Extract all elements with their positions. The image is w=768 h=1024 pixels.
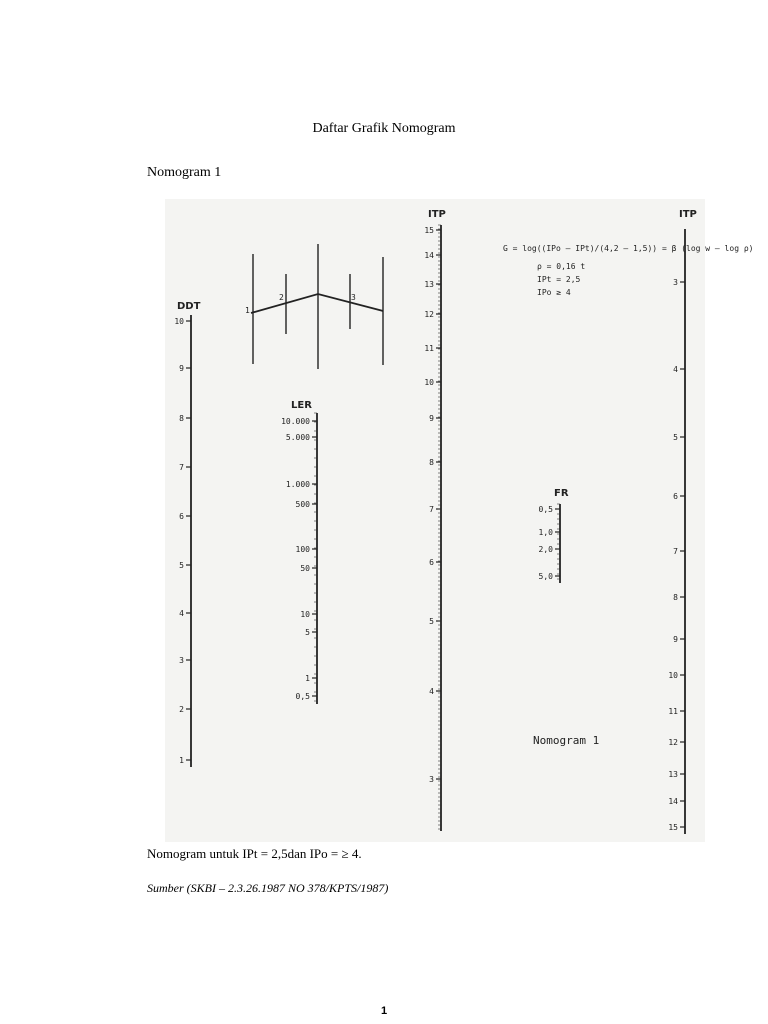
axis-tick-label: 15 [424, 226, 434, 235]
axis-tick-label: 500 [295, 500, 310, 509]
page-number: 1 [380, 1005, 388, 1017]
axis-tick-label: 3 [673, 278, 678, 287]
axis-tick-label: 12 [424, 310, 434, 319]
axis-tick-label: 5 [305, 628, 310, 637]
axis-tick-label: 6 [179, 512, 184, 521]
axis-tick-label: 8 [179, 414, 184, 423]
axis-tick-label: 0,5 [538, 505, 553, 514]
figure-caption: Nomogram untuk IPt = 2,5dan IPo = ≥ 4. [147, 846, 362, 861]
axis-tick-label: 15 [668, 823, 678, 832]
axis-tick-label: 6 [673, 492, 678, 501]
axis-tick-label: 4 [673, 365, 678, 374]
formula-line: IPt = 2,5 [537, 275, 581, 284]
pivot-labels [245, 293, 356, 315]
axis-tick-label: 11 [668, 707, 678, 716]
axis-tick-label: 6 [429, 558, 434, 567]
axis-tick-label: 100 [295, 545, 310, 554]
axis-tick-label: 7 [179, 463, 184, 472]
nomogram-svg [165, 199, 754, 842]
axis-tick-label: 10 [668, 671, 678, 680]
svg-text:3: 3 [351, 293, 356, 302]
axis-tick-label: 2,0 [538, 545, 553, 554]
axis-tick-label: 10 [300, 610, 310, 619]
axis-tick-label: 9 [179, 364, 184, 373]
formula-block [503, 244, 753, 297]
axis-tick-label: 7 [673, 547, 678, 556]
axis-tick-label: 13 [424, 280, 434, 289]
axis-tick-label: 11 [424, 344, 434, 353]
ddt-axis-title: DDT [177, 301, 201, 312]
axis-tick-label: 10 [174, 317, 184, 326]
document-title: Daftar Grafik Nomogram [312, 121, 456, 136]
axis-tick-label: 4 [179, 609, 184, 618]
formula-line: IPo ≥ 4 [537, 288, 571, 297]
axis-tick-label: 0,5 [295, 692, 310, 701]
ler-axis-title: LER [291, 400, 312, 411]
svg-text:1: 1 [245, 306, 250, 315]
axis-tick-label: 9 [673, 635, 678, 644]
axis-tick-label: 8 [429, 458, 434, 467]
axis-tick-label: 1,0 [538, 528, 553, 537]
itp-right-axis-title: ITP [679, 209, 697, 220]
formula-line: G = log((IPo – IPt)/(4,2 – 1,5)) = β (log w – log ρ) [503, 244, 754, 253]
axis-tick-label: 1 [179, 756, 184, 765]
axis-tick-label: 7 [429, 505, 434, 514]
axis-tick-label: 14 [424, 251, 434, 260]
axis-tick-label: 1 [305, 674, 310, 683]
axis-tick-label: 10 [424, 378, 434, 387]
formula-line: ρ = 0,16 t [537, 262, 586, 271]
figure-source: Sumber (SKBI – 2.3.26.1987 NO 378/KPTS/1987) [147, 881, 389, 895]
nomogram-inner-label: Nomogram 1 [533, 734, 600, 747]
itp-left-axis-title: ITP [428, 209, 446, 220]
axis-tick-label: 12 [668, 738, 678, 747]
nomogram-figure [165, 199, 754, 842]
axis-tick-label: 5 [179, 561, 184, 570]
axis-tick-label: 5 [429, 617, 434, 626]
axis-tick-label: 9 [429, 414, 434, 423]
fr-axis-title: FR [554, 488, 569, 499]
axis-tick-label: 3 [179, 656, 184, 665]
axis-tick-label: 3 [429, 775, 434, 784]
pivot-diagram [251, 244, 383, 369]
axis-tick-label: 5 [673, 433, 678, 442]
axis-tick-label: 4 [429, 687, 434, 696]
axis-tick-label: 13 [668, 770, 678, 779]
svg-text:2: 2 [279, 293, 284, 302]
axis-tick-label: 1.000 [285, 480, 310, 489]
axis-tick-label: 5.000 [285, 433, 310, 442]
axis-tick-label: 10.000 [281, 417, 310, 426]
axis-tick-label: 2 [179, 705, 184, 714]
axis-tick-label: 14 [668, 797, 678, 806]
axis-tick-label: 8 [673, 593, 678, 602]
axis-tick-label: 50 [300, 564, 310, 573]
section-heading: Nomogram 1 [147, 165, 222, 180]
axis-tick-label: 5,0 [538, 572, 553, 581]
